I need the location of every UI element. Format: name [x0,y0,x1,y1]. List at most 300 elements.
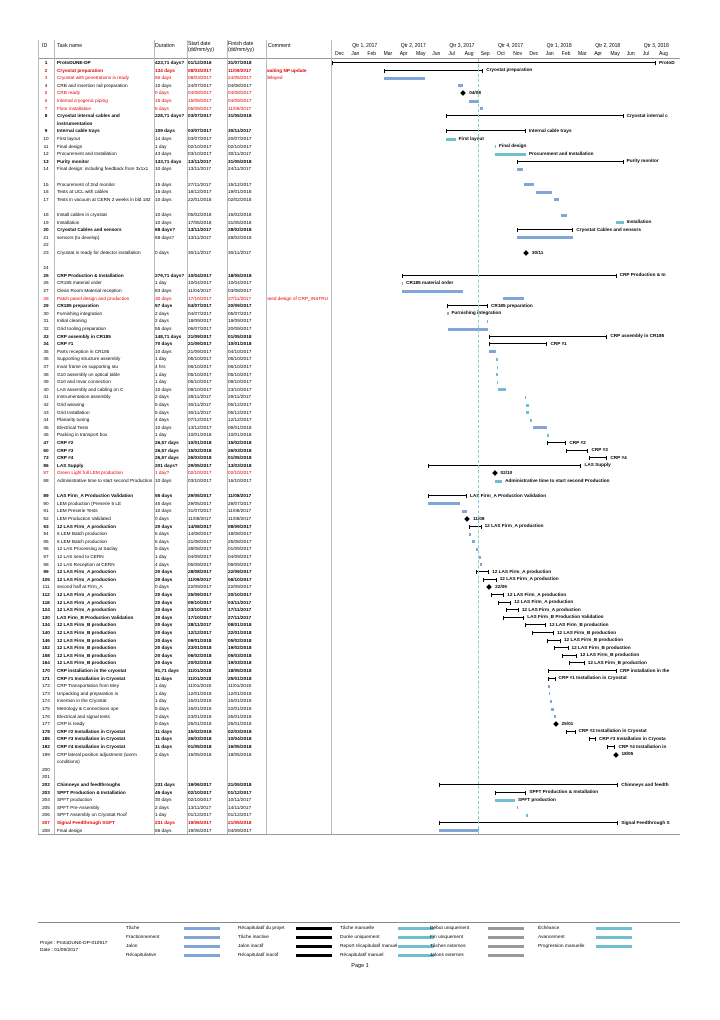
summary-bar[interactable] [562,655,578,656]
month-label: Apr [399,51,408,57]
row-task-name: CRP #1 [57,341,74,347]
row-finish: 14/11/2017 [228,804,252,810]
row-start: 10/04/2017 [188,280,212,286]
task-bar[interactable] [458,84,463,87]
row-task-name: Cryostat with penetrations is ready [57,75,129,81]
table-row[interactable] [38,143,680,151]
row-finish: 10/01/2018 [228,341,252,347]
row-finish: 01/12/2017 [228,812,252,818]
bar-label: 12 LAS Firm_A production [499,576,559,582]
summary-bar[interactable] [548,670,617,671]
task-bar[interactable] [446,138,455,141]
row-start: 06/10/2017 [188,364,212,369]
month-label: May [416,51,426,57]
legend-item: Report récapitulatif manuel [340,944,398,949]
table-row[interactable] [38,735,680,743]
summary-bar[interactable] [548,678,556,679]
table-row[interactable] [38,348,680,356]
table-row[interactable] [38,67,680,75]
summary-bar[interactable] [569,662,585,663]
table-row[interactable] [38,545,680,553]
task-bar[interactable] [548,685,550,688]
row-task-name: Signal Feedthrough SGFT [57,820,115,825]
row-duration: 14 days [155,136,172,141]
table-row[interactable] [38,355,680,363]
row-task-name: Internal cryogenic piping [57,98,108,103]
header-duration[interactable]: Duration [155,43,175,49]
row-start: 16/05/2018 [188,751,212,757]
row-id: 47 [43,440,49,445]
table-row[interactable] [38,295,680,303]
task-bar[interactable] [496,358,498,361]
table-row[interactable] [38,127,680,135]
task-bar[interactable] [496,373,498,376]
table-row[interactable] [38,811,680,819]
task-bar[interactable] [489,350,496,353]
month-label: Jan [545,51,554,57]
gantt-page [38,40,680,1020]
row-finish: 21/05/2018 [228,782,252,787]
task-bar[interactable] [517,806,519,809]
row-finish: 28/02/2018 [228,234,252,240]
row-duration: 20 days [155,637,173,643]
row-duration: 20 days [155,607,173,613]
row-start: 13/11/2017 [188,234,212,240]
table-row[interactable] [38,241,680,249]
row-finish: 25/01/2018 [228,721,252,727]
table-row[interactable] [38,773,680,781]
table-row[interactable] [38,454,680,462]
summary-bar[interactable] [589,738,597,739]
summary-bar[interactable] [554,647,568,648]
table-row[interactable] [38,599,680,607]
row-start: 30/11/2017 [188,250,212,255]
row-finish: 18/08/2017 [228,531,252,537]
summary-bar[interactable] [428,495,467,496]
summary-bar[interactable] [446,130,525,131]
table-row[interactable] [38,523,680,531]
row-start: 15/02/2018 [188,728,212,734]
row-duration: 0 days [155,721,169,727]
task-bar[interactable] [472,540,474,543]
summary-bar[interactable] [503,617,525,618]
bar-label: SPFT production [518,796,556,802]
header-finish[interactable]: Finish date (dd/mm/yy) [228,41,254,53]
task-bar[interactable] [402,290,462,293]
row-id: 175 [42,706,50,711]
bar-label: 12 LAS Firm_B production [571,644,631,650]
task-bar[interactable] [503,297,525,300]
row-task-name: 12 LAS Firm_A production [57,576,116,582]
table-row[interactable] [38,469,680,477]
row-finish: 02/02/2018 [228,196,252,202]
table-row[interactable] [38,89,680,97]
bar-label: 12 LAS Firm_B production [587,659,647,665]
table-row[interactable] [38,165,680,180]
row-finish: 22/09/2017 [228,584,252,590]
task-bar[interactable] [526,814,528,817]
row-start: 12/01/2018 [188,690,212,696]
row-task-name: 12 LAS Firm_B production [57,630,117,635]
task-bar[interactable] [616,221,624,224]
table-row[interactable] [38,378,680,386]
summary-bar[interactable] [446,115,623,116]
row-duration: 5 days [155,546,169,552]
summary-bar[interactable] [607,746,615,747]
row-duration: 20 days [155,576,173,582]
row-id: 185 [42,736,50,742]
table-row[interactable] [38,371,680,379]
row-task-name: LEM production (Preserie 6 LE [57,500,122,506]
task-bar[interactable] [447,312,449,315]
task-bar[interactable] [517,236,574,239]
table-row[interactable] [38,713,680,721]
table-row[interactable] [38,720,680,728]
header-id[interactable]: ID [42,43,48,49]
table-row[interactable] [38,743,680,751]
summary-bar[interactable] [532,632,554,633]
row-task-name: Metrology & Connections ope [57,706,119,711]
table-row[interactable] [38,705,680,713]
row-task-name: LAS Firm_B Production Validation [57,614,134,620]
table-row[interactable] [38,606,680,614]
row-task-name: Planarity tuning [57,417,90,423]
row-id: 140 [42,630,50,635]
row-duration: 1 day [155,554,167,559]
task-bar[interactable] [526,404,529,407]
row-id: 173 [42,690,50,696]
summary-bar[interactable] [439,822,618,823]
table-row[interactable] [38,682,680,690]
table-row[interactable] [38,317,680,325]
row-start: 03/10/2017 [188,478,212,483]
task-bar[interactable] [479,556,481,559]
row-task-name: Instrumentation assembly [57,394,111,400]
summary-bar[interactable] [384,70,483,71]
row-finish: 25/01/2018 [228,675,252,681]
table-grid-line [38,40,39,834]
task-bar[interactable] [554,198,559,201]
task-bar[interactable] [550,700,552,703]
month-label: Dec [335,51,344,57]
row-start: 02/10/2017 [188,470,212,476]
row-finish: 04/08/2017 [228,90,252,96]
row-task-name: CRP is ready [57,721,85,727]
table-row[interactable] [38,690,680,698]
table-row[interactable] [38,530,680,538]
table-row[interactable] [38,310,680,318]
task-bar[interactable] [561,214,567,217]
table-row[interactable] [38,538,680,546]
table-row[interactable] [38,234,680,242]
table-row[interactable] [38,386,680,394]
row-start: 28/11/2017 [188,394,212,400]
row-start: 28/08/2017 [188,569,212,575]
summary-bar[interactable] [491,594,505,595]
row-task-name: 12 LAS Firm_A production [57,592,116,597]
row-id: 206 [42,812,50,818]
row-start: 07/12/2017 [188,417,212,423]
row-task-name: Parts reception in CR185 [57,348,110,354]
row-finish: 02/10/2017 [228,143,252,149]
row-task-name: Internal cable trays [57,128,100,134]
header-start[interactable]: Start date (dd/mm/yy) [188,41,214,53]
summary-bar[interactable] [489,343,548,344]
table-row[interactable] [38,82,680,90]
row-id: 7 [44,105,48,111]
task-bar[interactable] [549,692,550,695]
row-duration: 4 days [155,417,169,423]
row-duration: 423,71 days? [155,60,185,65]
row-task-name: CRB and insertion rail preparation [57,82,128,88]
summary-bar[interactable] [498,602,511,603]
table-row[interactable] [38,507,680,515]
row-id: 199 [42,751,50,757]
task-bar[interactable] [498,388,506,391]
table-row[interactable] [38,568,680,576]
row-start: 19/06/2017 [188,782,212,787]
summary-bar[interactable] [489,336,608,337]
summary-bar[interactable] [428,465,581,466]
row-comment: waiting NP update [266,67,307,73]
row-duration: 2 days [155,310,169,316]
task-bar[interactable] [497,366,499,369]
row-start: 17/05/2018 [188,219,212,225]
table-row[interactable] [38,804,680,812]
row-duration: 26,57 days [155,455,179,461]
row-start: 06/07/2017 [188,326,212,331]
task-bar[interactable] [525,396,527,399]
row-id: 3 [44,75,48,81]
table-row[interactable] [38,416,680,424]
row-finish: 22/01/2018 [228,630,252,635]
summary-bar[interactable] [483,579,497,580]
row-start: 10/04/2017 [188,272,212,278]
summary-bar[interactable] [589,457,608,458]
row-duration: 10 days [155,212,172,217]
table-row[interactable] [38,249,680,264]
row-start: 09/01/2018 [188,637,212,643]
task-bar[interactable] [536,191,553,194]
summary-bar[interactable] [469,526,482,527]
table-row[interactable] [38,553,680,561]
row-start: 04/08/2017 [188,90,212,96]
row-id: 192 [42,744,50,749]
row-start: 24/07/2017 [188,82,212,88]
table-row[interactable] [38,500,680,508]
row-finish: 15/01/2018 [228,698,252,704]
task-bar[interactable] [480,107,483,110]
table-row[interactable] [38,196,680,211]
table-row[interactable] [38,751,680,766]
table-row[interactable] [38,97,680,105]
task-bar[interactable] [480,563,482,566]
table-row[interactable] [38,796,680,804]
table-row[interactable] [38,583,680,591]
table-row[interactable] [38,827,680,835]
row-finish: 04/08/2017 [228,82,252,88]
table-row[interactable] [38,766,680,774]
task-bar[interactable] [551,708,554,711]
row-task-name: 12 LAS Firm_B production [57,660,117,666]
table-row[interactable] [38,74,680,82]
table-row[interactable] [38,409,680,417]
row-finish: 05/03/2018 [228,652,252,658]
row-finish: 20/09/2017 [228,326,252,331]
task-bar[interactable] [402,282,404,285]
row-duration: 4 days [155,561,169,567]
table-row[interactable] [38,492,680,500]
task-bar[interactable] [517,168,523,171]
row-duration: 11 days [155,744,172,749]
row-duration: 26,57 days [155,440,179,445]
header-task-name[interactable]: Task name [57,43,83,49]
row-id: 89 [43,493,49,499]
row-task-name: Purity monitor [57,158,90,164]
table-row[interactable] [38,264,680,272]
row-finish: 22/09/2017 [228,569,252,575]
row-duration: 1 day [155,379,167,385]
task-bar[interactable] [497,381,499,384]
table-row[interactable] [38,188,680,196]
summary-bar[interactable] [447,305,488,306]
quarter-label: Qtr 4, 2017 [498,43,524,49]
task-bar[interactable] [526,411,529,414]
task-bar[interactable] [524,183,534,186]
summary-bar[interactable] [402,275,617,276]
row-finish: 02/03/2018 [228,728,252,734]
table-row[interactable] [38,325,680,333]
table-row[interactable] [38,393,680,401]
table-row[interactable] [38,287,680,295]
row-duration: 10 days [155,386,172,392]
task-bar[interactable] [428,502,460,505]
row-id: 4 [44,82,48,88]
row-duration: 1 day [155,143,167,149]
task-bar[interactable] [439,829,480,832]
table-row[interactable] [38,279,680,287]
task-bar[interactable] [533,426,547,429]
row-start: 11/04/2017 [188,288,212,293]
row-duration: 1 day [155,432,167,438]
table-row[interactable] [38,431,680,439]
row-id: 44 [43,417,49,423]
task-bar[interactable] [530,419,533,422]
legend-project: Projet : ProtoDUNE-DP-010917 [40,941,108,946]
legend-item: Durée uniquement [340,935,380,940]
task-bar[interactable] [495,799,516,802]
summary-bar[interactable] [495,792,527,793]
summary-bar[interactable] [525,624,547,625]
summary-bar[interactable] [547,442,566,443]
row-id: 95 [43,538,49,544]
row-duration: 231 days [155,782,175,787]
table-row[interactable] [38,515,680,523]
month-label: Nov [513,51,523,57]
quarter-label: Qtr 1, 2017 [352,43,378,49]
bar-label: CRP #4 Installation in [618,743,667,749]
header-comment[interactable]: Comment [268,43,291,49]
row-start: 05/09/2017 [188,561,212,567]
summary-bar[interactable] [517,161,624,162]
summary-bar[interactable] [332,62,656,63]
row-finish: 15/02/2018 [228,440,252,445]
row-id: 18 [43,212,49,217]
bar-label: Cryostat preparation [486,67,533,73]
row-start: 06/10/2017 [188,379,212,385]
legend-swatch [596,927,632,930]
table-row[interactable] [38,105,680,113]
task-bar[interactable] [495,153,526,156]
summary-bar[interactable] [566,731,575,732]
row-task-name: Furnishing integration [57,310,103,316]
task-bar[interactable] [462,510,467,513]
row-start: 19/06/2017 [188,820,212,825]
row-id: 32 [43,326,49,331]
table-row[interactable] [38,591,680,599]
summary-bar[interactable] [547,640,561,641]
month-label: Jan [351,51,360,57]
row-id: 176 [42,713,50,719]
table-row[interactable] [38,302,680,310]
table-row[interactable] [38,211,680,219]
row-start: 25/01/2018 [188,721,212,727]
month-label: Feb [367,51,377,57]
table-row[interactable] [38,219,680,227]
table-row[interactable] [38,697,680,705]
row-task-name: 6 LEM Batch production [57,538,108,544]
row-duration: 201 days? [155,462,178,468]
table-row[interactable] [38,135,680,143]
bar-label: 12 LAS Firm_B production [580,652,640,658]
table-row[interactable] [38,576,680,584]
row-start: 05/10/2017 [188,356,212,362]
task-bar[interactable] [448,328,488,331]
task-bar[interactable] [487,320,489,323]
task-bar[interactable] [554,715,556,718]
row-duration: 5 days [155,706,169,711]
summary-bar[interactable] [517,229,574,230]
row-task-name: 12 LAS Reception at CERN [57,561,115,567]
task-bar[interactable] [495,145,497,148]
bar-label: 11/08 [473,515,485,521]
row-task-name: Tests at UCL with cables [57,189,109,195]
task-bar[interactable] [495,480,502,483]
summary-bar[interactable] [566,450,588,451]
quarter-label: Qtr 1, 2018 [546,43,572,49]
task-bar[interactable] [547,434,549,437]
row-finish: 05/07/2017 [228,310,252,316]
table-row[interactable] [38,363,680,371]
row-finish: 28/02/2018 [228,227,252,233]
summary-bar[interactable] [506,609,519,610]
table-row[interactable] [38,340,680,348]
table-row[interactable] [38,424,680,432]
task-bar[interactable] [384,77,425,80]
task-bar[interactable] [469,533,471,536]
row-comment: delayed [266,75,283,81]
summary-bar[interactable] [439,784,618,785]
row-id: 94 [43,531,49,537]
legend-item: Récapitulatif inactif [238,953,279,958]
table-row[interactable] [38,561,680,569]
table-row[interactable] [38,401,680,409]
bar-label: CR185 preparation [491,302,533,308]
table-row[interactable] [38,181,680,189]
legend-swatch [398,945,434,948]
row-finish: 22/01/2018 [228,706,252,711]
row-task-name: Initial cleaning [57,318,87,324]
